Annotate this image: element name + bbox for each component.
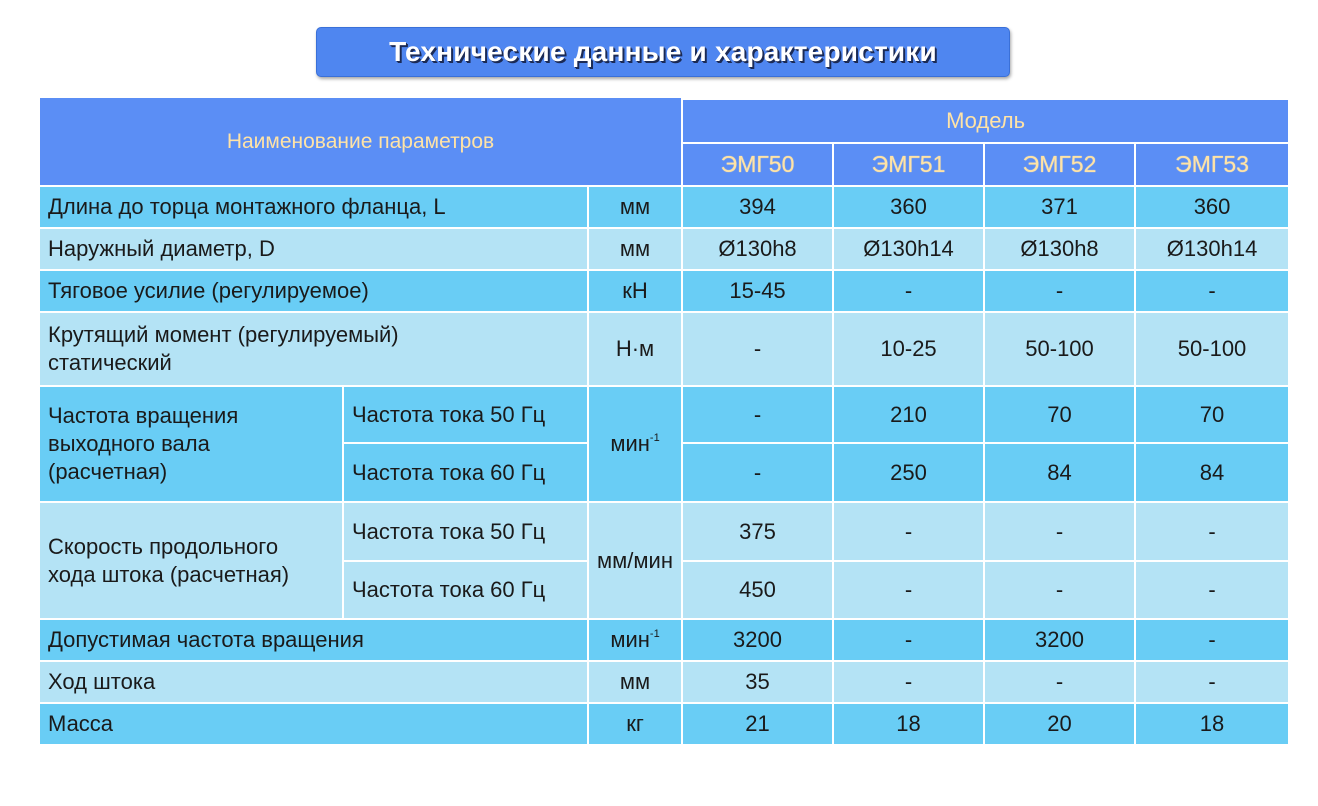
value-cell: - (985, 503, 1136, 562)
value-cell: - (985, 662, 1136, 704)
param-name: Ход штока (40, 662, 589, 704)
value-cell: - (834, 562, 985, 620)
value-cell: 10-25 (834, 313, 985, 387)
value-cell: 360 (1136, 187, 1288, 229)
model-header-cell: ЭМГ52 (985, 144, 1136, 187)
unit-superscript: -1 (649, 628, 660, 640)
value-cell: - (1136, 562, 1288, 620)
value-cell: 3200 (985, 620, 1136, 662)
unit-text: мин (610, 627, 650, 652)
value-cell: 18 (1136, 704, 1288, 746)
param-unit (589, 620, 683, 662)
value-cell: 50-100 (985, 313, 1136, 387)
model-header-cell: ЭМГ51 (834, 144, 985, 187)
value-cell: 70 (1136, 387, 1288, 444)
param-unit: мм (589, 187, 683, 229)
param-unit: мм (589, 662, 683, 704)
value-cell: - (834, 620, 985, 662)
param-name-line: Крутящий момент (регулируемый) (48, 322, 399, 347)
param-name: Допустимая частота вращения (40, 620, 589, 662)
value-cell: 450 (683, 562, 834, 620)
param-name: Длина до торца монтажного фланца, L (40, 187, 589, 229)
value-cell: - (985, 562, 1136, 620)
param-unit: мм/мин (589, 503, 683, 620)
param-name-line: хода штока (расчетная) (48, 561, 290, 587)
param-name: Масса (40, 704, 589, 746)
param-name-line: статический (48, 350, 172, 375)
param-name-line: Частота вращения (48, 403, 239, 428)
value-cell: 35 (683, 662, 834, 704)
value-cell: - (985, 271, 1136, 313)
value-cell: 210 (834, 387, 985, 444)
value-cell: 84 (1136, 444, 1288, 503)
table-row (40, 187, 1288, 229)
value-cell: 3200 (683, 620, 834, 662)
sub-param-name: Частота тока 50 Гц (344, 387, 589, 444)
value-cell: 360 (834, 187, 985, 229)
table-row (40, 503, 1288, 562)
model-header-cell: ЭМГ53 (1136, 144, 1288, 187)
param-unit (589, 387, 683, 503)
unit-text: мин (610, 431, 650, 456)
param-name (40, 387, 344, 503)
value-cell: - (1136, 271, 1288, 313)
page-title: Технические данные и характеристики (389, 36, 937, 67)
value-cell: - (1136, 662, 1288, 704)
table-row (40, 313, 1288, 387)
param-name: Тяговое усилие (регулируемое) (40, 271, 589, 313)
value-cell: 50-100 (1136, 313, 1288, 387)
value-cell: Ø130h8 (985, 229, 1136, 271)
value-cell: 18 (834, 704, 985, 746)
value-cell: - (683, 387, 834, 444)
value-cell: 394 (683, 187, 834, 229)
param-unit: мм (589, 229, 683, 271)
value-cell: 20 (985, 704, 1136, 746)
sub-param-name: Частота тока 50 Гц (344, 503, 589, 562)
sub-param-name: Частота тока 60 Гц (344, 562, 589, 620)
value-cell: - (834, 662, 985, 704)
table-row (40, 387, 1288, 444)
value-cell: 15-45 (683, 271, 834, 313)
spec-table (40, 98, 1288, 746)
value-cell: - (834, 271, 985, 313)
param-name: Наружный диаметр, D (40, 229, 589, 271)
table-row (40, 662, 1288, 704)
value-cell: 375 (683, 503, 834, 562)
value-cell: Ø130h14 (834, 229, 985, 271)
table-row (40, 229, 1288, 271)
value-cell: 21 (683, 704, 834, 746)
title-banner (316, 27, 1010, 77)
value-cell: - (683, 444, 834, 503)
model-header: Модель (683, 98, 1288, 144)
table-row (40, 271, 1288, 313)
param-unit: кг (589, 704, 683, 746)
param-unit: Н·м (589, 313, 683, 387)
value-cell: 70 (985, 387, 1136, 444)
value-cell: 250 (834, 444, 985, 503)
table-row (40, 620, 1288, 662)
table-row (40, 704, 1288, 746)
param-name (40, 313, 589, 387)
header-row-1 (40, 98, 1288, 144)
value-cell: 84 (985, 444, 1136, 503)
param-name (40, 503, 344, 620)
value-cell: - (683, 313, 834, 387)
value-cell: Ø130h14 (1136, 229, 1288, 271)
param-name-line: (расчетная) (48, 459, 168, 484)
model-header-cell: ЭМГ50 (683, 144, 834, 187)
param-name-line: Скорость продольного (48, 533, 279, 559)
value-cell: - (1136, 620, 1288, 662)
unit-superscript: -1 (649, 432, 660, 444)
value-cell: Ø130h8 (683, 229, 834, 271)
value-cell: 371 (985, 187, 1136, 229)
params-header: Наименование параметров (40, 98, 683, 187)
param-unit: кН (589, 271, 683, 313)
param-name-line: выходного вала (48, 431, 210, 456)
value-cell: - (1136, 503, 1288, 562)
value-cell: - (834, 503, 985, 562)
sub-param-name: Частота тока 60 Гц (344, 444, 589, 503)
